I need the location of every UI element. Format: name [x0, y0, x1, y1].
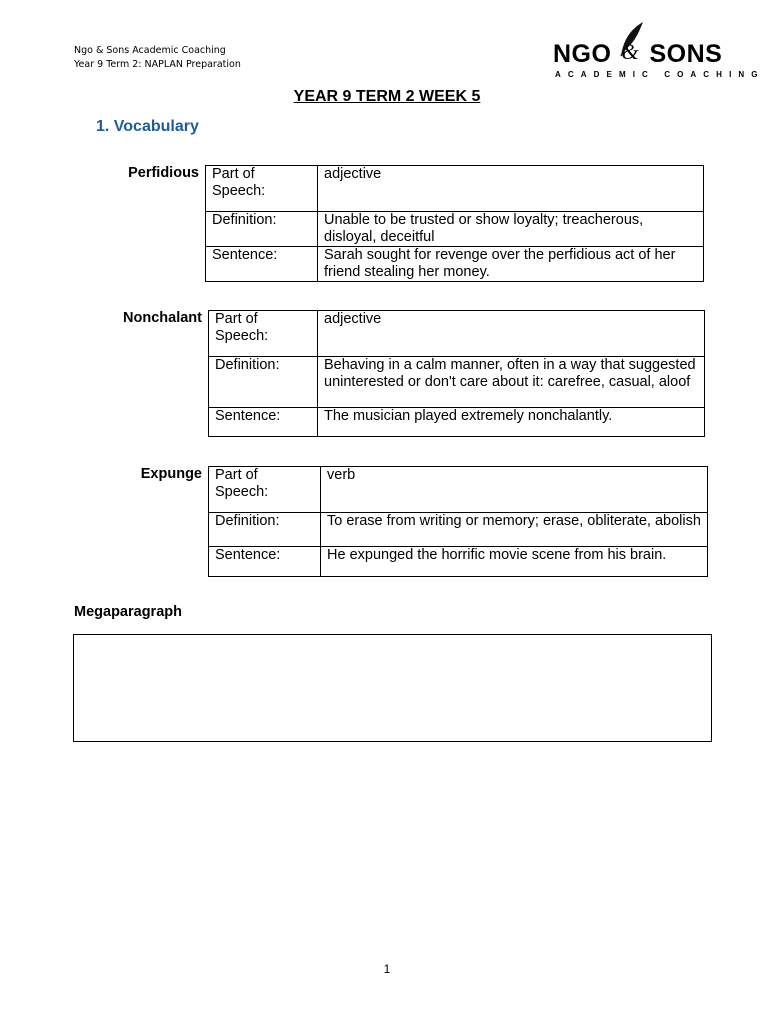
logo-ampersand: &: [621, 39, 640, 64]
company-logo: [553, 20, 765, 82]
sentence-label: Sentence:: [209, 408, 318, 437]
sentence-value: Sarah sought for revenge over the perfidious act of her friend stealing her money.: [318, 247, 704, 282]
logo-wordmark: [553, 40, 722, 69]
sentence-row: [206, 247, 704, 282]
sentence-value: He expunged the horrific movie scene from his brain.: [321, 547, 708, 577]
vocab-table: [208, 466, 708, 577]
header-course-line: Year 9 Term 2: NAPLAN Preparation: [74, 59, 241, 70]
section-number: 1.: [96, 118, 110, 135]
pos-value: verb: [321, 467, 708, 513]
sentence-label: Sentence:: [209, 547, 321, 577]
definition-value: Behaving in a calm manner, often in a way that suggested uninterested or don't care about it: carefree, casual, aloof: [318, 357, 705, 408]
section-heading: [96, 118, 199, 136]
definition-label: Definition:: [206, 212, 318, 247]
definition-row: [206, 212, 704, 247]
definition-row: [209, 357, 705, 408]
vocab-word: Nonchalant: [123, 310, 202, 326]
logo-brand-right: SONS: [649, 40, 723, 68]
pos-label: Part of Speech:: [209, 311, 318, 357]
pos-label: Part of Speech:: [209, 467, 321, 513]
document-header: [74, 44, 241, 72]
definition-label: Definition:: [209, 513, 321, 547]
page-title: YEAR 9 TERM 2 WEEK 5: [293, 88, 481, 105]
megaparagraph-label: Megaparagraph: [74, 604, 182, 620]
sentence-label: Sentence:: [206, 247, 318, 282]
header-org-line: Ngo & Sons Academic Coaching: [74, 45, 226, 56]
logo-brand-left: NGO: [553, 40, 612, 68]
section-title: Vocabulary: [113, 118, 199, 135]
definition-row: [209, 513, 708, 547]
sentence-row: [209, 547, 708, 577]
pos-label: Part of Speech:: [206, 166, 318, 212]
megaparagraph-answer-box[interactable]: [73, 634, 712, 742]
pos-row: [206, 166, 704, 212]
vocab-word: Perfidious: [128, 165, 199, 181]
sentence-row: [209, 408, 705, 437]
page-number: 1: [383, 962, 391, 976]
definition-value: To erase from writing or memory; erase, obliterate, abolish: [321, 513, 708, 547]
pos-value: adjective: [318, 166, 704, 212]
vocab-table: [208, 310, 705, 437]
pos-value: adjective: [318, 311, 705, 357]
definition-value: Unable to be trusted or show loyalty; treacherous, disloyal, deceitful: [318, 212, 704, 247]
vocab-table: [205, 165, 704, 282]
sentence-value: The musician played extremely nonchalantly.: [318, 408, 705, 437]
definition-label: Definition:: [209, 357, 318, 408]
logo-tagline: ACADEMIC COACHING: [555, 70, 765, 79]
pos-row: [209, 467, 708, 513]
vocab-word: Expunge: [140, 466, 202, 482]
pos-row: [209, 311, 705, 357]
